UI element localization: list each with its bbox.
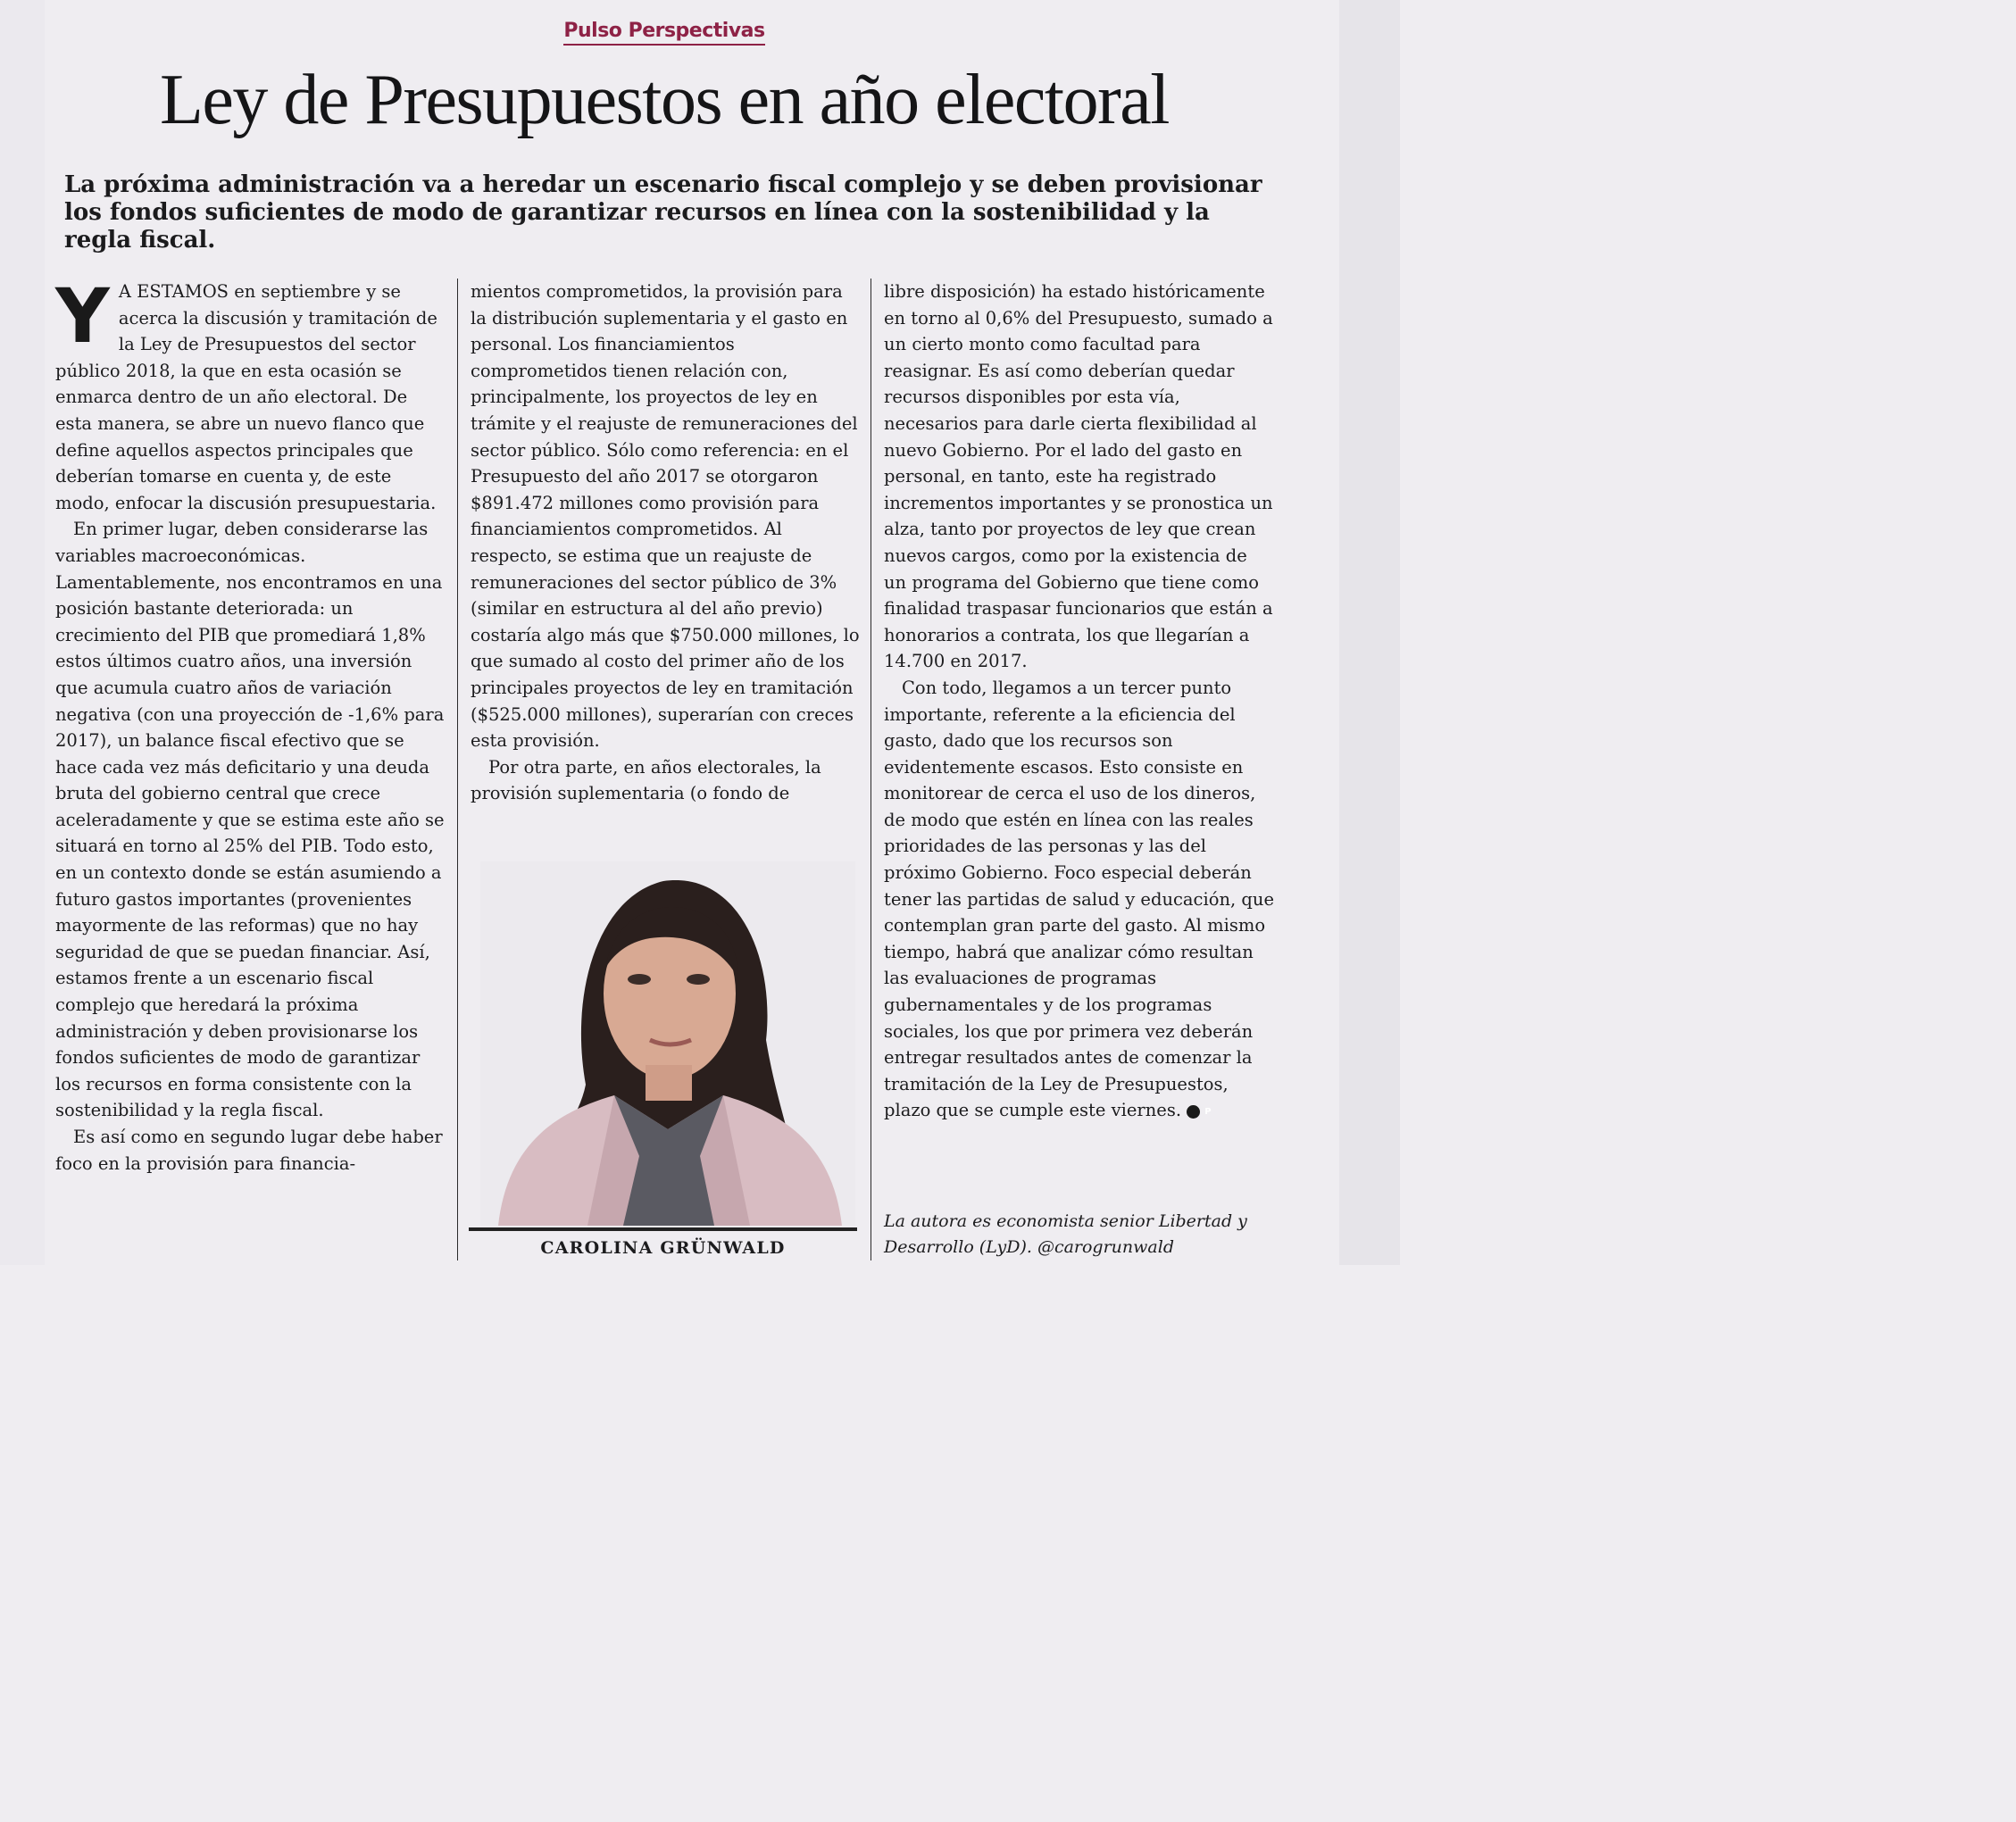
adjacent-page-right bbox=[1339, 0, 1400, 1265]
drop-cap: Y bbox=[55, 272, 110, 360]
deck-subheadline: La próxima administración va a heredar un escenario fiscal complejo y se deben provisionar los fondos suficientes de modo de garantizar recursos en línea con la sostenibilidad y la regla fiscal. bbox=[64, 171, 1262, 254]
end-mark-icon: P bbox=[1187, 1105, 1200, 1119]
paragraph-1-text: A ESTAMOS en septiembre y se acerca la discusión y tramitación de la Ley de Presupuestos del sector público 2018, la que en esta ocasión se enmarca dentro de un año electoral. De esta manera, se abre un nuevo flanco que define aquellos aspectos principales que deberían tomarse en cuenta y, de este modo, enfocar la discusión presupuestaria. bbox=[55, 281, 437, 513]
headline: Ley de Presupuestos en año electoral bbox=[159, 61, 1170, 139]
author-note: La autora es economista senior Libertad y Desarrollo (LyD). @carogrunwald bbox=[884, 1211, 1247, 1257]
article-column-1 bbox=[55, 272, 446, 1177]
paragraph-5 bbox=[884, 675, 1275, 1124]
article-column-3 bbox=[884, 279, 1275, 1124]
photo-caption-rule bbox=[469, 1227, 857, 1231]
article-column-2 bbox=[471, 279, 862, 807]
paragraph-2: En primer lugar, deben considerarse las variables macroeconómicas. Lamentablemente, nos encontramos en una posición bastante deteriorada: un crecimiento del PIB que promediará 1,8% estos últimos cuatro años, una inversión que acumula cuatro años de variación negativa (con una proyección de -1,6% para 2017), un balance fiscal efectivo que se hace cada vez más deficitario y una deuda bruta del gobierno central que crece aceleradamente y que se estima este año se situará en torno al 25% del PIB. Todo esto, en un contexto donde se están asumiendo a futuro gastos importantes (provenientes mayormente de las reformas) que no hay seguridad de que se puedan financiar. Así, estamos frente a un escenario fiscal complejo que heredará la próxima administración y deben provisionarse los fondos suficientes de modo de garantizar los recursos en forma consistente con la sostenibilidad y la regla fiscal. bbox=[55, 519, 445, 1121]
author-byline: CAROLINA GRÜNWALD bbox=[540, 1238, 786, 1258]
paragraph-3-continued: mientos comprometidos, la provisión para la distribución suplementaria y el gasto en personal. Los financiamientos comprometidos tienen relación con, principalmente, los proyectos de ley en trámite y el reajuste de remuneraciones del sector público. Sólo como referencia: en el Presupuesto del año 2017 se otorgaron $891.472 millones como provisión para financiamientos comprometidos. Al respecto, se estima que un reajuste de remuneraciones del sector público de 3% (similar en estructura al del año previo) costaría algo más que $750.000 millones, lo que sumado al costo del primer año de los principales proyectos de ley en tramitación ($525.000 millones), superarían con creces esta provisión. bbox=[471, 281, 860, 752]
paragraph-1 bbox=[55, 272, 446, 516]
paragraph-4-start: Por otra parte, en años electorales, la provisión suplementaria (o fondo de bbox=[471, 756, 821, 804]
newspaper-page bbox=[0, 0, 1400, 1265]
adjacent-page-left bbox=[0, 0, 45, 1265]
paragraph-3-start: Es así como en segundo lugar debe haber foco en la provisión para financia- bbox=[55, 1127, 443, 1174]
column-divider bbox=[457, 279, 458, 1260]
paragraph-4-continued: libre disposición) ha estado históricamente en torno al 0,6% del Presupuesto, sumado a un cierto monto como facultad para reasignar. Es así como deberían quedar recursos disponibles por esta vía, necesarios para darle cierta flexibilidad al nuevo Gobierno. Por el lado del gasto en personal, en tanto, este ha registrado incrementos importantes y se pronostica un alza, tanto por proyectos de ley que crean nuevos cargos, como por la existencia de un programa del Gobierno que tiene como finalidad traspasar funcionarios que están a honorarios a contrata, los que llegarían a 14.700 en 2017. bbox=[884, 281, 1273, 672]
author-photo bbox=[480, 861, 855, 1226]
section-label: Pulso Perspectivas bbox=[0, 20, 1329, 42]
paragraph-5-text: Con todo, llegamos a un tercer punto importante, referente a la eficiencia del gasto, dado que los recursos son evidentemente escasos. Esto consiste en monitorear de cerca el uso de los dineros, de modo que estén en línea con las reales prioridades de las personas y las del próximo Gobierno. Foco especial deberán tener las partidas de salud y educación, que contemplan gran parte del gasto. Al mismo tiempo, habrá que analizar cómo resultan las evaluaciones de programas gubernamentales y de los programas sociales, los que por primera vez deberán entregar resultados antes de comenzar la tramitación de la Ley de Presupuestos, plazo que se cumple este viernes. bbox=[884, 677, 1274, 1121]
